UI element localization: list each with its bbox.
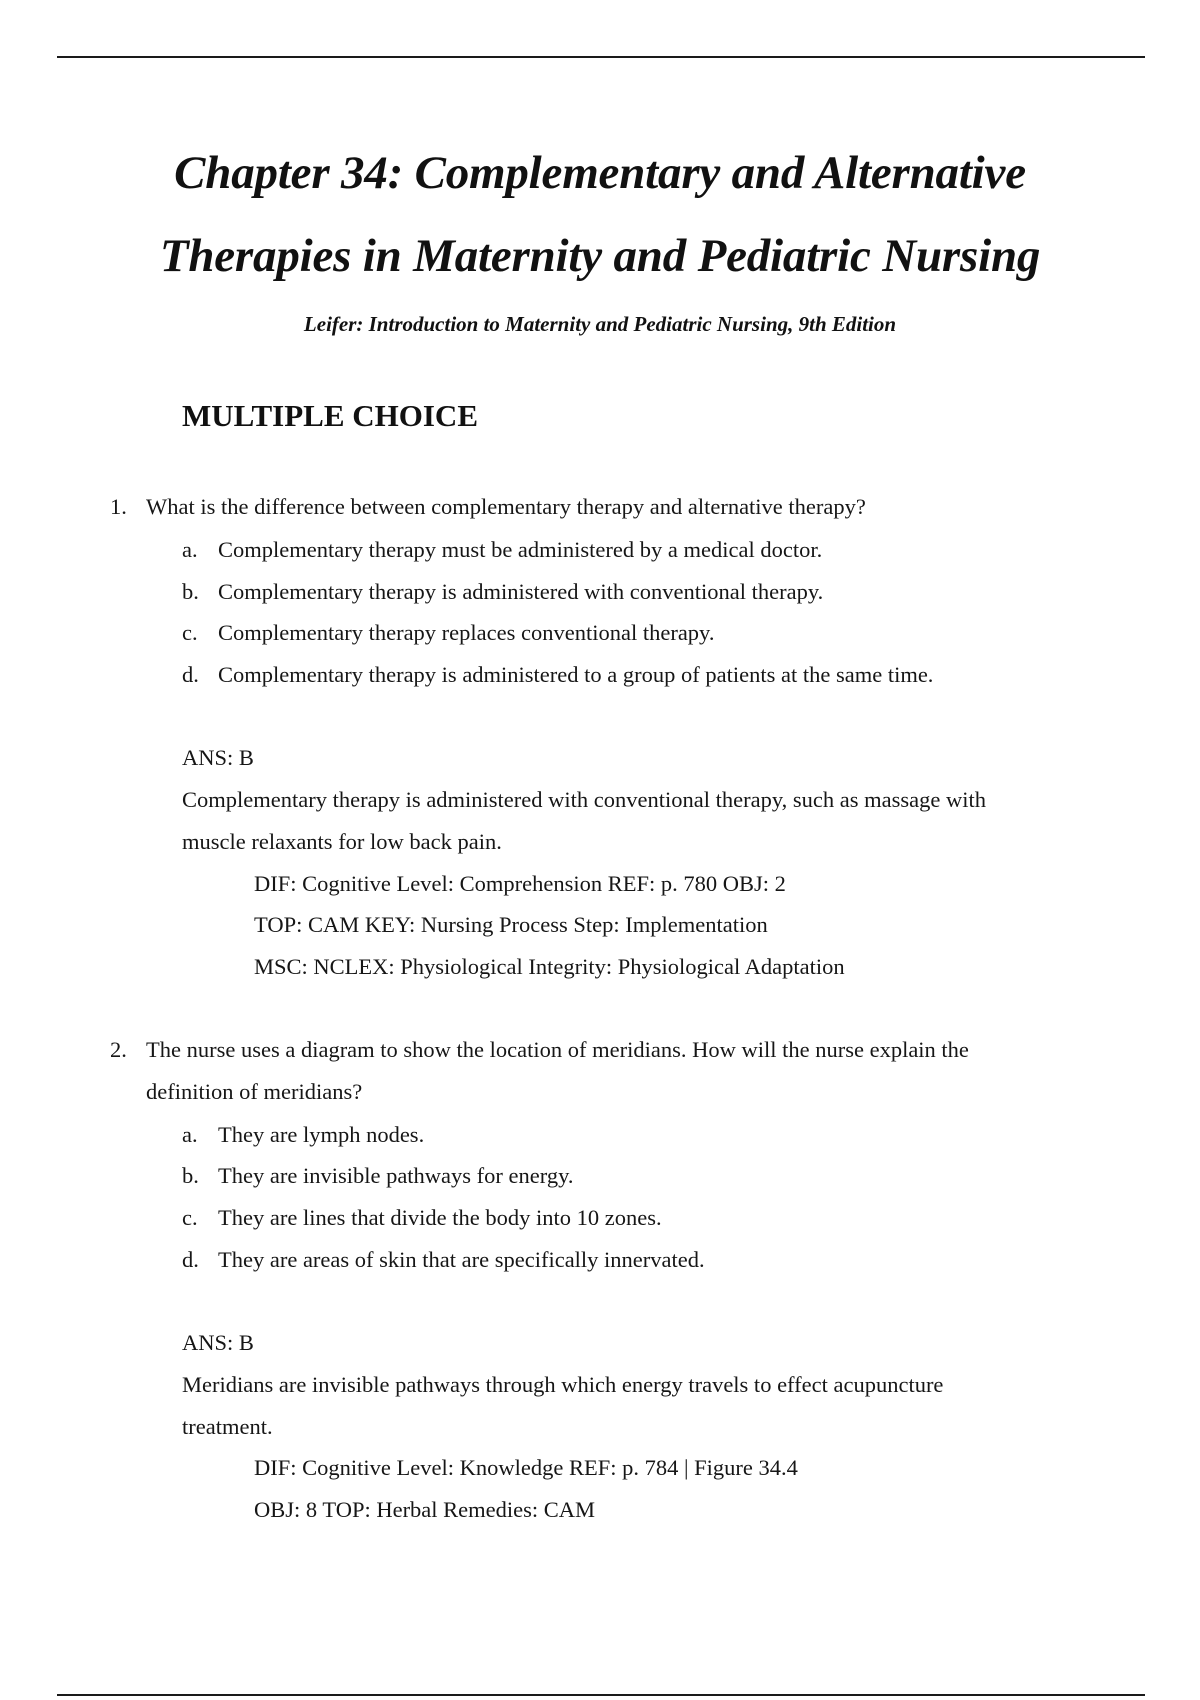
option-letter-b: b. [182,1163,199,1188]
option-text-c: They are lines that divide the body into 10 zones. [218,1205,662,1230]
top-rule [57,56,1145,58]
option-text-d: They are areas of skin that are specifically innervated. [218,1247,705,1272]
meta-line-1: DIF: Cognitive Level: Comprehension REF: p. 780 OBJ: 2 [254,871,786,896]
rationale-line-2: muscle relaxants for low back pain. [182,829,502,854]
answer-key: ANS: B [182,1330,254,1355]
rationale-line-1: Complementary therapy is administered with conventional therapy, such as massage with [182,787,986,812]
rationale-line-1: Meridians are invisible pathways through which energy travels to effect acupuncture [182,1372,944,1397]
question-number: 2. [110,1037,127,1062]
meta-line-1: DIF: Cognitive Level: Knowledge REF: p. 784 | Figure 34.4 [254,1455,798,1480]
question-text-line-2: definition of meridians? [146,1079,363,1104]
bottom-rule [57,1694,1145,1696]
option-text-a: They are lymph nodes. [218,1122,425,1147]
question-number: 1. [110,494,127,519]
option-letter-a: a. [182,1122,198,1147]
option-letter-b: b. [182,579,199,604]
option-text-b: They are invisible pathways for energy. [218,1163,574,1188]
chapter-title-line-2: Therapies in Maternity and Pediatric Nursing [159,230,1041,282]
option-letter-c: c. [182,620,198,645]
option-letter-a: a. [182,537,198,562]
option-text-a: Complementary therapy must be administered by a medical doctor. [218,537,823,562]
section-heading: MULTIPLE CHOICE [182,398,478,433]
answer-key: ANS: B [182,745,254,770]
option-text-d: Complementary therapy is administered to a group of patients at the same time. [218,662,934,687]
question-text-line-1: The nurse uses a diagram to show the location of meridians. How will the nurse explain the [146,1037,969,1062]
rationale-line-2: treatment. [182,1414,273,1439]
meta-line-3: MSC: NCLEX: Physiological Integrity: Physiological Adaptation [254,954,845,979]
meta-line-2: OBJ: 8 TOP: Herbal Remedies: CAM [254,1497,596,1522]
option-letter-d: d. [182,1247,199,1272]
question-text: What is the difference between complementary therapy and alternative therapy? [146,494,866,519]
meta-line-2: TOP: CAM KEY: Nursing Process Step: Implementation [254,912,768,937]
chapter-title-line-1: Chapter 34: Complementary and Alternative [174,147,1026,199]
option-letter-c: c. [182,1205,198,1230]
option-letter-d: d. [182,662,199,687]
option-text-b: Complementary therapy is administered with conventional therapy. [218,579,824,604]
option-text-c: Complementary therapy replaces conventional therapy. [218,620,715,645]
book-subtitle: Leifer: Introduction to Maternity and Pediatric Nursing, 9th Edition [303,312,897,336]
